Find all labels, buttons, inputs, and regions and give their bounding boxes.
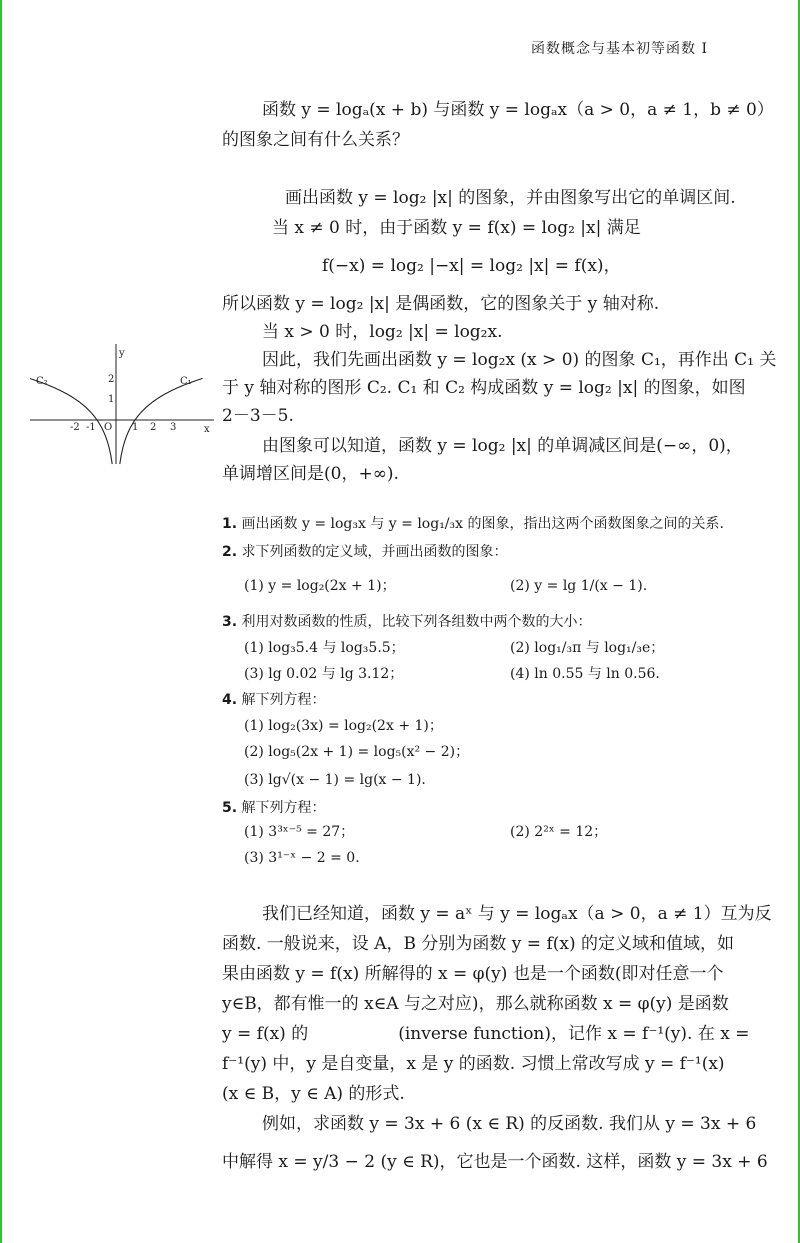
x-axis-label: x (204, 424, 210, 435)
exercise-3-1: (1) log₃5.4 与 log₃5.5； (244, 640, 405, 656)
c1-label: C₁ (180, 376, 192, 387)
exercise-5-1: (1) 3³ˣ⁻⁵ = 27； (244, 824, 355, 840)
left-border (0, 0, 2, 1243)
example-task: 画出函数 y = log₂ |x| 的图象，并由图象写出它的单调区间. (285, 188, 736, 208)
exercise-number: 4. (222, 692, 238, 708)
running-head: 函数概念与基本初等函数 I (531, 41, 708, 57)
example-line-7: 2－3－5. (222, 406, 294, 426)
x-tick--2: -2 (70, 422, 80, 433)
exercise-text: 利用对数函数的性质，比较下列各组数中两个数的大小： (241, 614, 592, 630)
c2-label: C₂ (36, 376, 48, 387)
exercise-5-2: (2) 2²ˣ = 12； (510, 824, 608, 840)
log-graph-figure (28, 340, 220, 470)
x-tick-1: 1 (132, 422, 139, 433)
exercise-4 (222, 688, 326, 712)
inverse-line-8: 例如，求函数 y = 3x + 6 (x ∈ R) 的反函数. 我们从 y = 3x + 6 (262, 1114, 757, 1134)
exercise-text: 画出函数 y = log₃x 与 y = log₁/₃x 的图象，指出这两个函数图象之间的关系. (241, 516, 724, 532)
exercise-number: 2. (222, 544, 238, 560)
inverse-line-5b: (inverse function)，记作 x = f⁻¹(y). 在 x = (398, 1024, 750, 1044)
exercise-3-2: (2) log₁/₃π 与 log₁/₃e； (510, 640, 665, 656)
example-line-2: f(−x) = log₂ |−x| = log₂ |x| = f(x)， (322, 256, 621, 276)
exercise-number: 3. (222, 614, 238, 630)
inverse-line-1: 我们已经知道，函数 y = aˣ 与 y = logₐx（a > 0，a ≠ 1）互为反 (262, 904, 772, 924)
think-line-2: 的图象之间有什么关系？ (222, 130, 409, 150)
exercise-number: 1. (222, 516, 238, 532)
x-tick--1: -1 (86, 422, 96, 433)
y-axis-label: y (119, 348, 125, 359)
exercise-text: 求下列函数的定义域，并画出函数的图象： (241, 544, 508, 560)
inverse-line-5a: y = f(x) 的 (222, 1024, 309, 1044)
inverse-line-7: (x ∈ B，y ∈ A) 的形式. (222, 1084, 405, 1104)
exercise-text: 解下列方程： (241, 692, 326, 708)
think-line-1: 函数 y = logₐ(x + b) 与函数 y = logₐx（a > 0，a ≠ 1，b ≠ 0） (262, 100, 774, 120)
exercise-5-3: (3) 3¹⁻ˣ − 2 = 0. (244, 850, 360, 866)
exercise-1 (222, 512, 724, 536)
example-line-5: 因此，我们先画出函数 y = log₂x (x > 0) 的图象 C₁，再作出 C₁ 关 (262, 350, 777, 370)
exercise-number: 5. (222, 800, 238, 816)
inverse-line-4: y∈B，都有惟一的 x∈A 与之对应)，那么就称函数 x = φ(y) 是函数 (222, 994, 729, 1014)
origin-label: O (104, 422, 113, 433)
y-tick-1: 1 (108, 394, 115, 405)
example-line-3: 所以函数 y = log₂ |x| 是偶函数，它的图象关于 y 轴对称. (222, 294, 660, 314)
inverse-line-9: 中解得 x = y/3 − 2 (y ∈ R)，它也是一个函数. 这样，函数 y = 3x + 6 (222, 1152, 768, 1172)
example-line-1: 当 x ≠ 0 时，由于函数 y = f(x) = log₂ |x| 满足 (272, 218, 641, 238)
inverse-line-5 (222, 1020, 749, 1048)
example-line-6: 于 y 轴对称的图形 C₂. C₁ 和 C₂ 构成函数 y = log₂ |x| 的图象，如图 (222, 378, 746, 398)
inverse-line-3: 果由函数 y = f(x) 所解得的 x = φ(y) 也是一个函数(即对任意一个 (222, 964, 724, 984)
exercise-2-2: (2) y = lg 1/(x − 1). (510, 578, 648, 594)
exercise-4-2: (2) log₅(2x + 1) = log₅(x² − 2)； (244, 744, 470, 760)
inverse-line-2: 函数. 一般说来，设 A，B 分别为函数 y = f(x) 的定义域和值域，如 (222, 934, 734, 954)
exercise-4-1: (1) log₂(3x) = log₂(2x + 1)； (244, 718, 443, 734)
exercise-3 (222, 610, 592, 634)
y-tick-2: 2 (108, 374, 115, 385)
example-line-9: 单调增区间是(0，+∞). (222, 464, 399, 484)
exercise-text: 解下列方程： (241, 800, 326, 816)
exercise-3-3: (3) lg 0.02 与 lg 3.12； (244, 666, 404, 682)
x-tick-3: 3 (170, 422, 177, 433)
inverse-line-6: f⁻¹(y) 中，y 是自变量，x 是 y 的函数. 习惯上常改写成 y = f⁻¹(x) (222, 1054, 725, 1074)
x-tick-2: 2 (150, 422, 157, 433)
exercise-2-1: (1) y = log₂(2x + 1)； (244, 578, 396, 594)
exercise-3-4: (4) ln 0.55 与 ln 0.56. (510, 666, 660, 682)
exercise-2 (222, 540, 508, 564)
example-line-8: 由图象可以知道，函数 y = log₂ |x| 的单调减区间是(−∞，0)， (262, 436, 743, 456)
exercise-5 (222, 796, 326, 820)
example-line-4: 当 x > 0 时，log₂ |x| = log₂x. (262, 322, 503, 342)
exercise-4-3: (3) lg√(x − 1) = lg(x − 1). (244, 772, 426, 788)
